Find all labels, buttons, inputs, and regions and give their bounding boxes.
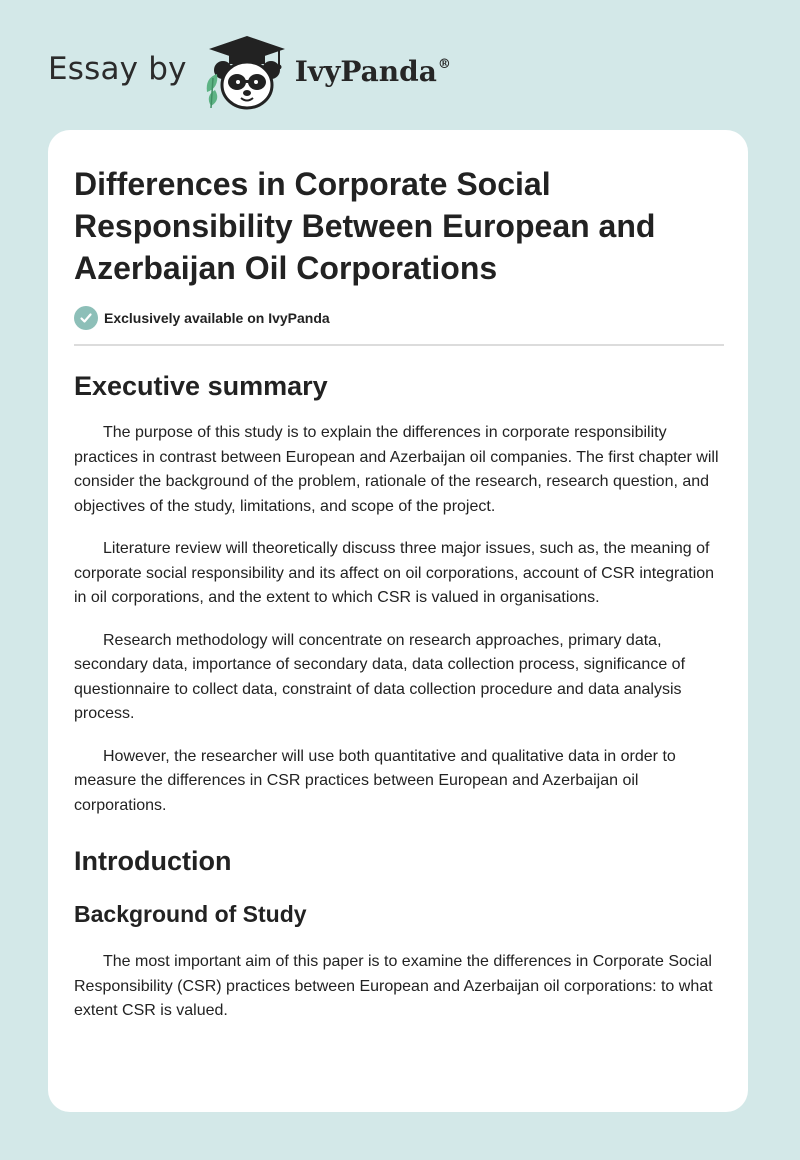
check-icon <box>74 306 98 330</box>
paragraph: The most important aim of this paper is to examine the differences in Corporate Social Responsibility (CSR) practices between European and Azerbaijan oil corporations: to what extent CSR is valued. <box>74 953 713 1019</box>
paragraph: Research methodology will concentrate on research approaches, primary data, secondary data, importance of secondary data, data collection process, significance of questionnaire to collect data, constraint of data collection procedure and data analysis process. <box>74 631 686 722</box>
paragraph: The purpose of this study is to explain the differences in corporate responsibility practices in contrast between European and Azerbaijan oil companies. The first chapter will consider the background of the problem, rationale of the research, research question, and objectives of the study, limitations, and scope of the project. <box>74 424 719 515</box>
subsection-heading-background: Background of Study <box>74 901 307 927</box>
essay-card <box>48 130 748 1112</box>
section-heading-introduction: Introduction <box>74 846 232 876</box>
paragraph: However, the researcher will use both quantitative and qualitative data in order to measure the differences in CSR practices between European and Azerbaijan oil corporations. <box>74 747 676 814</box>
paragraph: Literature review will theoretically discuss three major issues, such as, the meaning of corporate social responsibility and its affect on oil corporations, account of CSR integration in oil corporations, and the extent to which CSR is valued in organisations. <box>74 540 715 606</box>
page-title: Differences in Corporate Social Responsibility Between European and Azerbaijan Oil Corporations <box>74 166 656 286</box>
registered-mark: ® <box>437 56 451 72</box>
essay-content <box>74 130 724 1024</box>
panda-graduate-icon <box>201 32 293 112</box>
brand-header[interactable] <box>48 32 451 112</box>
brand-prefix: Essay by <box>48 51 187 87</box>
section-heading-executive-summary: Executive summary <box>74 371 328 401</box>
badge-label: Exclusively available on IvyPanda <box>104 310 330 326</box>
exclusive-badge <box>74 305 724 331</box>
divider <box>74 344 724 346</box>
brand-name: IvyPanda® <box>294 54 451 88</box>
